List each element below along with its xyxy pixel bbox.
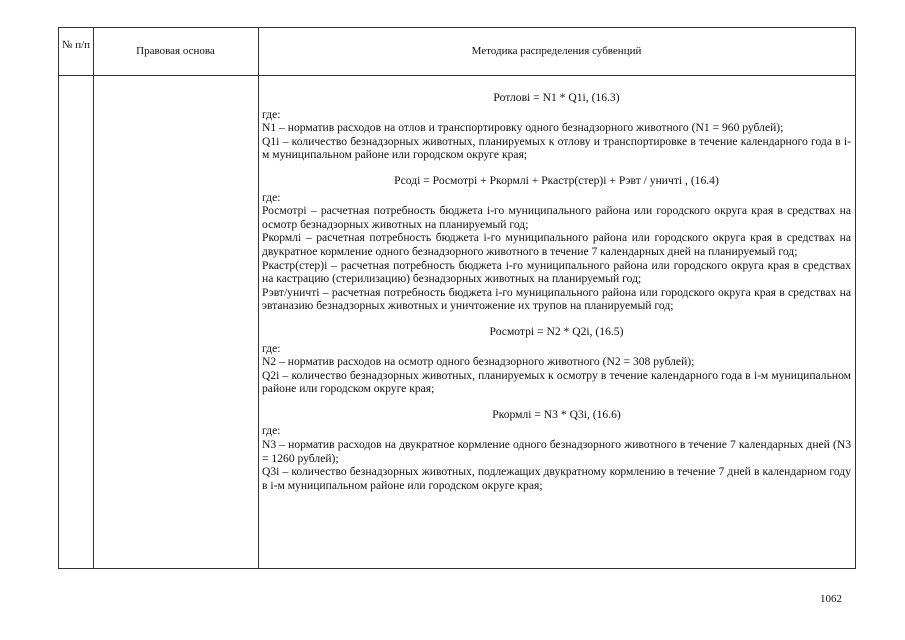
formula-line: Рсоді = Росмотрі + Ркормлі + Ркастр(стер)і + Рэвт / уничті , (16.4) [394, 173, 719, 187]
header-col-num: № п/п [61, 39, 91, 51]
formula-line: Ркормлі = N3 * Q3i, (16.6) [492, 407, 621, 421]
formula-line: Ротлові = N1 * Q1i, (16.3) [493, 91, 620, 104]
paragraph-gap [262, 396, 851, 408]
text-paragraph: Q3i – количество безнадзорных животных, подлежащих двукратному кормлению в течение 7 дней в календарном году в i-м муниципальном районе или городском округе края; [262, 465, 851, 492]
column-divider [258, 28, 259, 568]
paragraph-gap [262, 162, 851, 174]
method-text [262, 91, 851, 492]
text-paragraph: Q2i – количество безнадзорных животных, планируемых к осмотру в течение календарного года в i-м муниципальном районе или городском округе края; [262, 368, 851, 396]
page-number: 1062 [820, 593, 842, 605]
text-paragraph: где: [262, 190, 281, 204]
document-table [58, 27, 856, 569]
header-divider [59, 75, 855, 76]
header-col-method: Методика распределения субвенций [471, 45, 642, 57]
text-paragraph: где: [262, 424, 281, 438]
text-paragraph: Рэвт/уничті – расчетная потребность бюджета i-го муниципального района или городского округа края в средствах на эвтаназию безнадзорных животных и уничтожение их трупов на планируемый год; [262, 285, 851, 313]
column-divider [93, 28, 94, 568]
text-paragraph: Ркастр(стер)і – расчетная потребность бюджета i-го муниципального района или городского округа края в средствах на кастрацию (стерилизацию) безнадзорных животных на планируемый год; [262, 258, 851, 286]
header-col-basis: Правовая основа [136, 45, 215, 57]
text-paragraph: Q1i – количество безнадзорных животных, планируемых к отлову и транспортировке в течение календарного года в i-м муниципальном районе или городском округе края; [262, 134, 851, 162]
formula-line: Росмотрі = N2 * Q2i, (16.5) [489, 324, 624, 338]
text-paragraph: Росмотрі – расчетная потребность бюджета i-го муниципального района или городского округа края в средствах на осмотр безнадзорных животных на планируемый год; [262, 204, 851, 231]
text-paragraph: где: [262, 341, 281, 355]
text-paragraph: Ркормлі – расчетная потребность бюджета i-го муниципального района или городского округа края в средствах на двукратное кормление одного безнадзорного животного в течение 7 календарных дней на планируемый год; [262, 231, 851, 258]
text-paragraph: где: [262, 107, 281, 121]
text-paragraph: N3 – норматив расходов на двукратное кормление одного безнадзорного животного в течение 7 календарных дней (N3 = 1260 рублей); [262, 438, 851, 465]
text-paragraph: N2 – норматив расходов на осмотр одного безнадзорного животного (N2 = 308 рублей); [262, 355, 695, 369]
text-paragraph: N1 – норматив расходов на отлов и транспортировку одного безнадзорного животного (N1 = 960 рублей); [262, 121, 784, 135]
paragraph-gap [262, 313, 851, 325]
